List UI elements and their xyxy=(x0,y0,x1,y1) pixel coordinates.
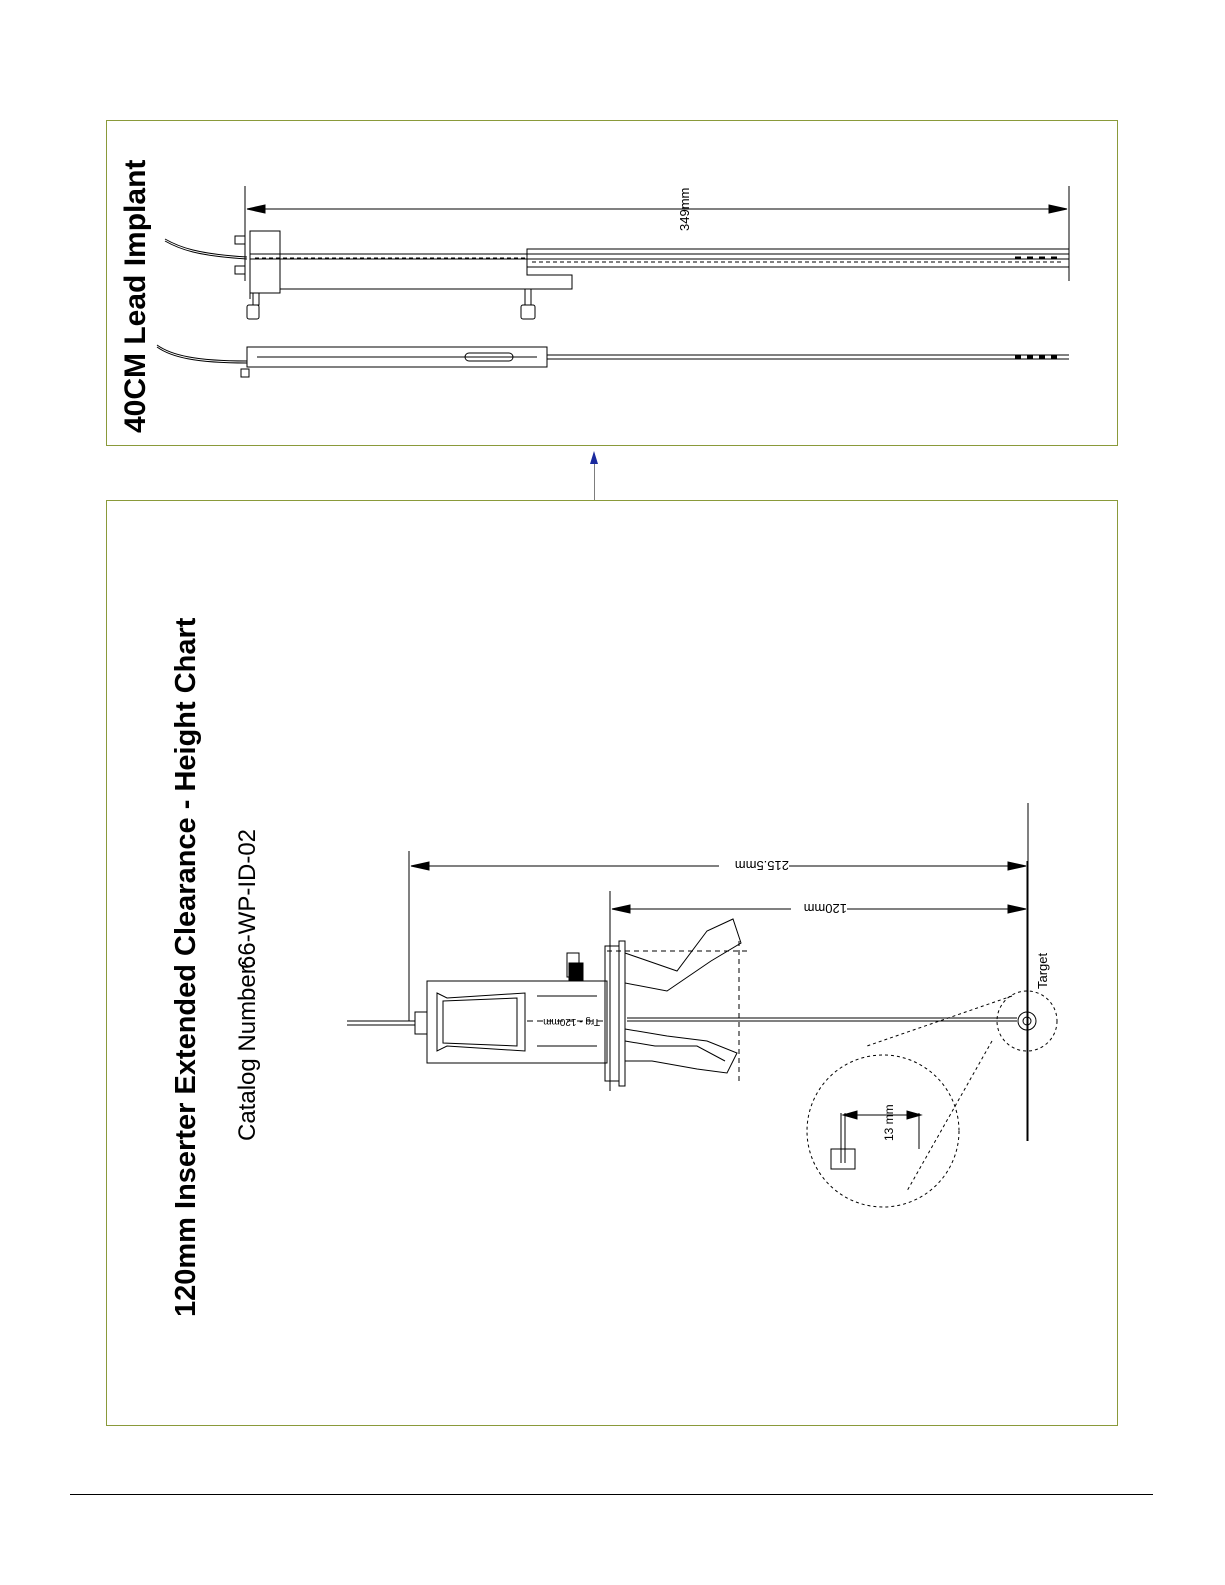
target-label: Target xyxy=(1035,952,1050,989)
catalog-number-value: 66-WP-ID-02 xyxy=(234,828,261,969)
height-chart-drawing xyxy=(107,501,1119,1427)
inserter-height-dimension xyxy=(610,891,1026,1091)
overall-height-dimension xyxy=(409,803,1028,1141)
height-chart-panel xyxy=(106,500,1118,1426)
lead-stylet-drawing xyxy=(157,345,1069,377)
page-footer-rule xyxy=(70,1494,1153,1495)
detail-dimension-label: 13 mm xyxy=(882,1104,896,1141)
lead-with-inserter-drawing xyxy=(165,231,1069,319)
connector-arrow-icon xyxy=(590,451,598,464)
length-dimension-label: 349mm xyxy=(677,187,692,231)
lead-implant-title: 40CM Lead Implant xyxy=(119,159,152,433)
catalog-number-label: Catalog Number: xyxy=(234,959,261,1141)
inserter-device-drawing xyxy=(347,919,1017,1086)
inserter-height-label: 120mm xyxy=(803,901,847,916)
overall-height-label: 215.5mm xyxy=(734,858,789,873)
panel-connector-line xyxy=(594,463,595,500)
inserter-tag-label: Trg - 120mm xyxy=(543,1016,600,1027)
lead-implant-drawing xyxy=(107,121,1119,447)
lead-implant-panel xyxy=(106,120,1118,446)
height-chart-title: 120mm Inserter Extended Clearance - Height Chart xyxy=(170,617,202,1317)
